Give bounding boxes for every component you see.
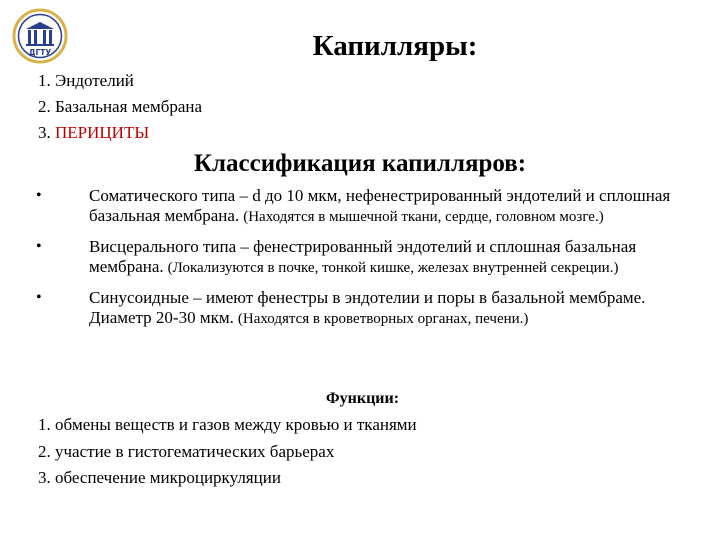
list-item [38, 120, 202, 146]
item-number: 3. [38, 468, 51, 487]
classification-heading: Классификация капилляров: [193, 150, 527, 177]
item-number: 1. [38, 415, 51, 434]
list-item [38, 68, 202, 94]
classification-note: (Находятся в мышечной ткани, сердце, головном мозге.) [243, 209, 604, 225]
classification-text: Синусоидные – имеют фенестры в эндотелии и поры в базальной мембраме. Диаметр 20-30 мкм. [89, 288, 646, 327]
classification-list [36, 186, 676, 339]
item-text: обеспечение микроциркуляции [55, 468, 281, 487]
list-item [36, 288, 676, 329]
bullet-icon: • [36, 238, 42, 255]
list-item [38, 439, 417, 466]
classification-text: Висцерального типа – фенестрированный эндотелий и сплошная базальная мембрана. [89, 237, 637, 276]
functions-list [38, 412, 417, 492]
structure-list [38, 68, 202, 146]
bullet-icon: • [36, 289, 42, 306]
page-title [0, 30, 720, 63]
functions-heading [0, 390, 720, 408]
item-text: участие в гистогематических барьерах [55, 441, 335, 461]
list-item [38, 465, 417, 492]
bullet-icon: • [36, 187, 42, 204]
item-text: обмены веществ и газов между кровью и тканями [55, 415, 417, 434]
classification-text: Соматического типа – d до 10 мкм, нефенестрированный эндотелий и сплошная базальная мембрана. [89, 186, 671, 225]
item-number: 2. [38, 97, 51, 116]
item-text: Базальная мембрана [55, 97, 203, 116]
item-text-highlighted: ПЕРИЦИТЫ [55, 123, 150, 142]
list-item [38, 412, 417, 439]
logo-letters: ДГТУ [28, 48, 52, 57]
classification-note: (Локализуются в почке, тонкой кишке, железах внутренней секреции.) [167, 260, 619, 276]
functions-heading-text: Функции: [325, 390, 400, 407]
page-title-text: Капилляры: [312, 30, 478, 62]
list-item [36, 186, 676, 227]
item-number: 3. [38, 123, 51, 142]
list-item [36, 237, 676, 278]
item-text: Эндотелий [55, 71, 134, 90]
list-item [38, 94, 202, 120]
classification-note: (Находятся в кроветворных органах, печени.) [237, 311, 529, 327]
item-number: 1. [38, 71, 51, 90]
item-number: 2. [38, 441, 51, 461]
